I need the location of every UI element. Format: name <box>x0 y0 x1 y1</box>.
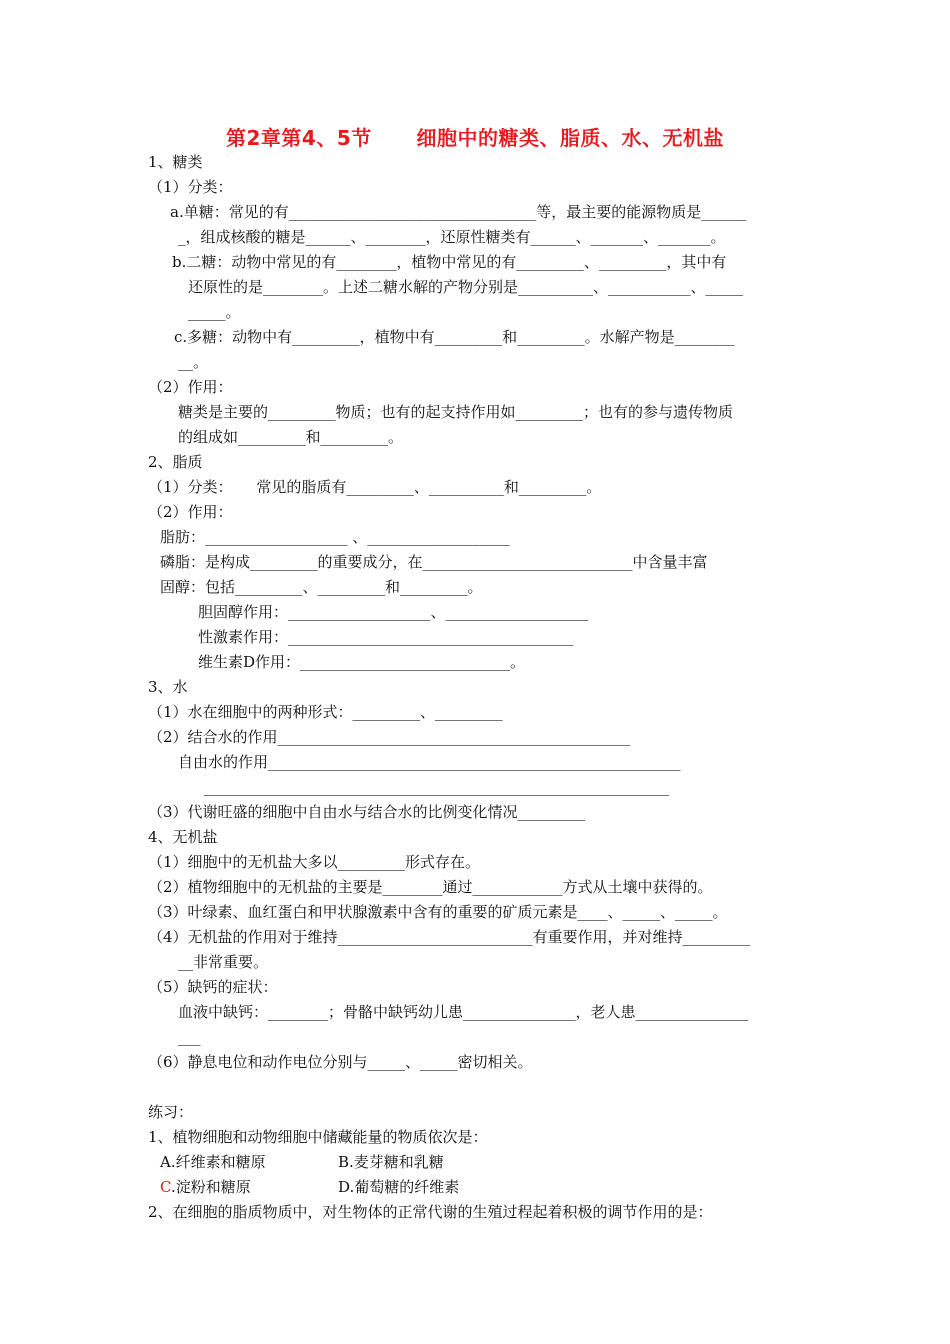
worksheet-line: 还原性的是________。上述二糖水解的产物分别是__________、___________、_____ <box>188 278 744 296</box>
option-a: A.纤维素和糖原 <box>160 1153 266 1171</box>
worksheet-line: 固醇：包括_________、_________和_________。 <box>160 578 483 596</box>
worksheet-line: a.单糖：常见的有_________________________________等，最主要的能源物质是______ <box>170 203 747 221</box>
worksheet-line: （6）静息电位和动作电位分别与_____、_____密切相关。 <box>148 1053 533 1071</box>
worksheet-line: __。 <box>178 353 209 371</box>
document-title: 第2章第4、5节 细胞中的糖类、脂质、水、无机盐 <box>225 126 725 150</box>
section-heading-sugars: 1、糖类 <box>148 153 203 171</box>
worksheet-line: 自由水的作用_______________________________________________________ <box>178 753 681 771</box>
worksheet-line: 糖类是主要的_________物质；也有的起支持作用如_________；也有的参与遗传物质 <box>178 403 734 421</box>
worksheet-line: 性激素作用：______________________________________ <box>198 628 574 646</box>
question-2: 2、在细胞的脂质物质中，对生物体的正常代谢的生殖过程起着积极的调节作用的是： <box>148 1203 713 1221</box>
worksheet-line: _，组成核酸的糖是______、________，还原性糖类有______、_______、_______。 <box>178 228 726 246</box>
worksheet-line: （5）缺钙的症状： <box>148 978 278 996</box>
option-d: D.葡萄糖的纤维素 <box>338 1178 460 1196</box>
worksheet-line: c.多糖：动物中有_________，植物中有_________和_________。水解产物是________ <box>174 328 735 346</box>
worksheet-line: ______________________________________________________________ <box>204 778 669 796</box>
worksheet-line: 维生素D作用：____________________________。 <box>198 653 526 671</box>
worksheet-line: （1）细胞中的无机盐大多以_________形式存在。 <box>148 853 481 871</box>
section-heading-lipids: 2、脂质 <box>148 453 203 471</box>
subheading-function: （2）作用： <box>148 503 233 521</box>
worksheet-line: 的组成如_________和_________。 <box>178 428 404 446</box>
worksheet-line: （2）结合水的作用_______________________________________________ <box>148 728 631 746</box>
section-heading-minerals: 4、无机盐 <box>148 828 218 846</box>
worksheet-line: （2）植物细胞中的无机盐的主要是________通过____________方式从土壤中获得的。 <box>148 878 713 896</box>
worksheet-line: b.二糖：动物中常见的有________，植物中常见的有_________、_________，其中有 <box>172 253 727 271</box>
worksheet-line: （3）叶绿素、血红蛋白和甲状腺激素中含有的重要的矿质元素是____、_____、_____。 <box>148 903 728 921</box>
worksheet-line: （3）代谢旺盛的细胞中自由水与结合水的比例变化情况_________ <box>148 803 586 821</box>
worksheet-line: （4）无机盐的作用对于维持__________________________有重要作用，并对维持_________ <box>148 928 751 946</box>
worksheet-line: 脂肪：___________________ 、___________________ <box>160 528 510 546</box>
worksheet-line: 胆固醇作用：___________________、___________________ <box>198 603 589 621</box>
option-c-letter: C <box>160 1178 171 1196</box>
question-1: 1、植物细胞和动物细胞中储藏能量的物质依次是： <box>148 1128 488 1146</box>
worksheet-line: _____。 <box>188 303 241 321</box>
worksheet-line: ___ <box>178 1028 201 1046</box>
subheading-function: （2）作用： <box>148 378 233 396</box>
subheading-classification: （1）分类： <box>148 178 233 196</box>
exercise-heading: 练习： <box>148 1103 194 1121</box>
worksheet-line: （1）水在细胞中的两种形式：_________、_________ <box>148 703 503 721</box>
option-c-text: .淀粉和糖原 <box>170 1178 251 1196</box>
worksheet-line: （1）分类： 常见的脂质有_________、__________和_________。 <box>148 478 602 496</box>
worksheet-line: __非常重要。 <box>178 953 269 971</box>
section-heading-water: 3、水 <box>148 678 188 696</box>
option-b: B.麦芽糖和乳糖 <box>338 1153 444 1171</box>
worksheet-line: 磷脂：是构成_________的重要成分，在____________________________中含量丰富 <box>160 553 708 571</box>
worksheet-line: 血液中缺钙：________；骨骼中缺钙幼儿患_______________，老人患_______________ <box>178 1003 749 1021</box>
option-c <box>160 1177 251 1197</box>
